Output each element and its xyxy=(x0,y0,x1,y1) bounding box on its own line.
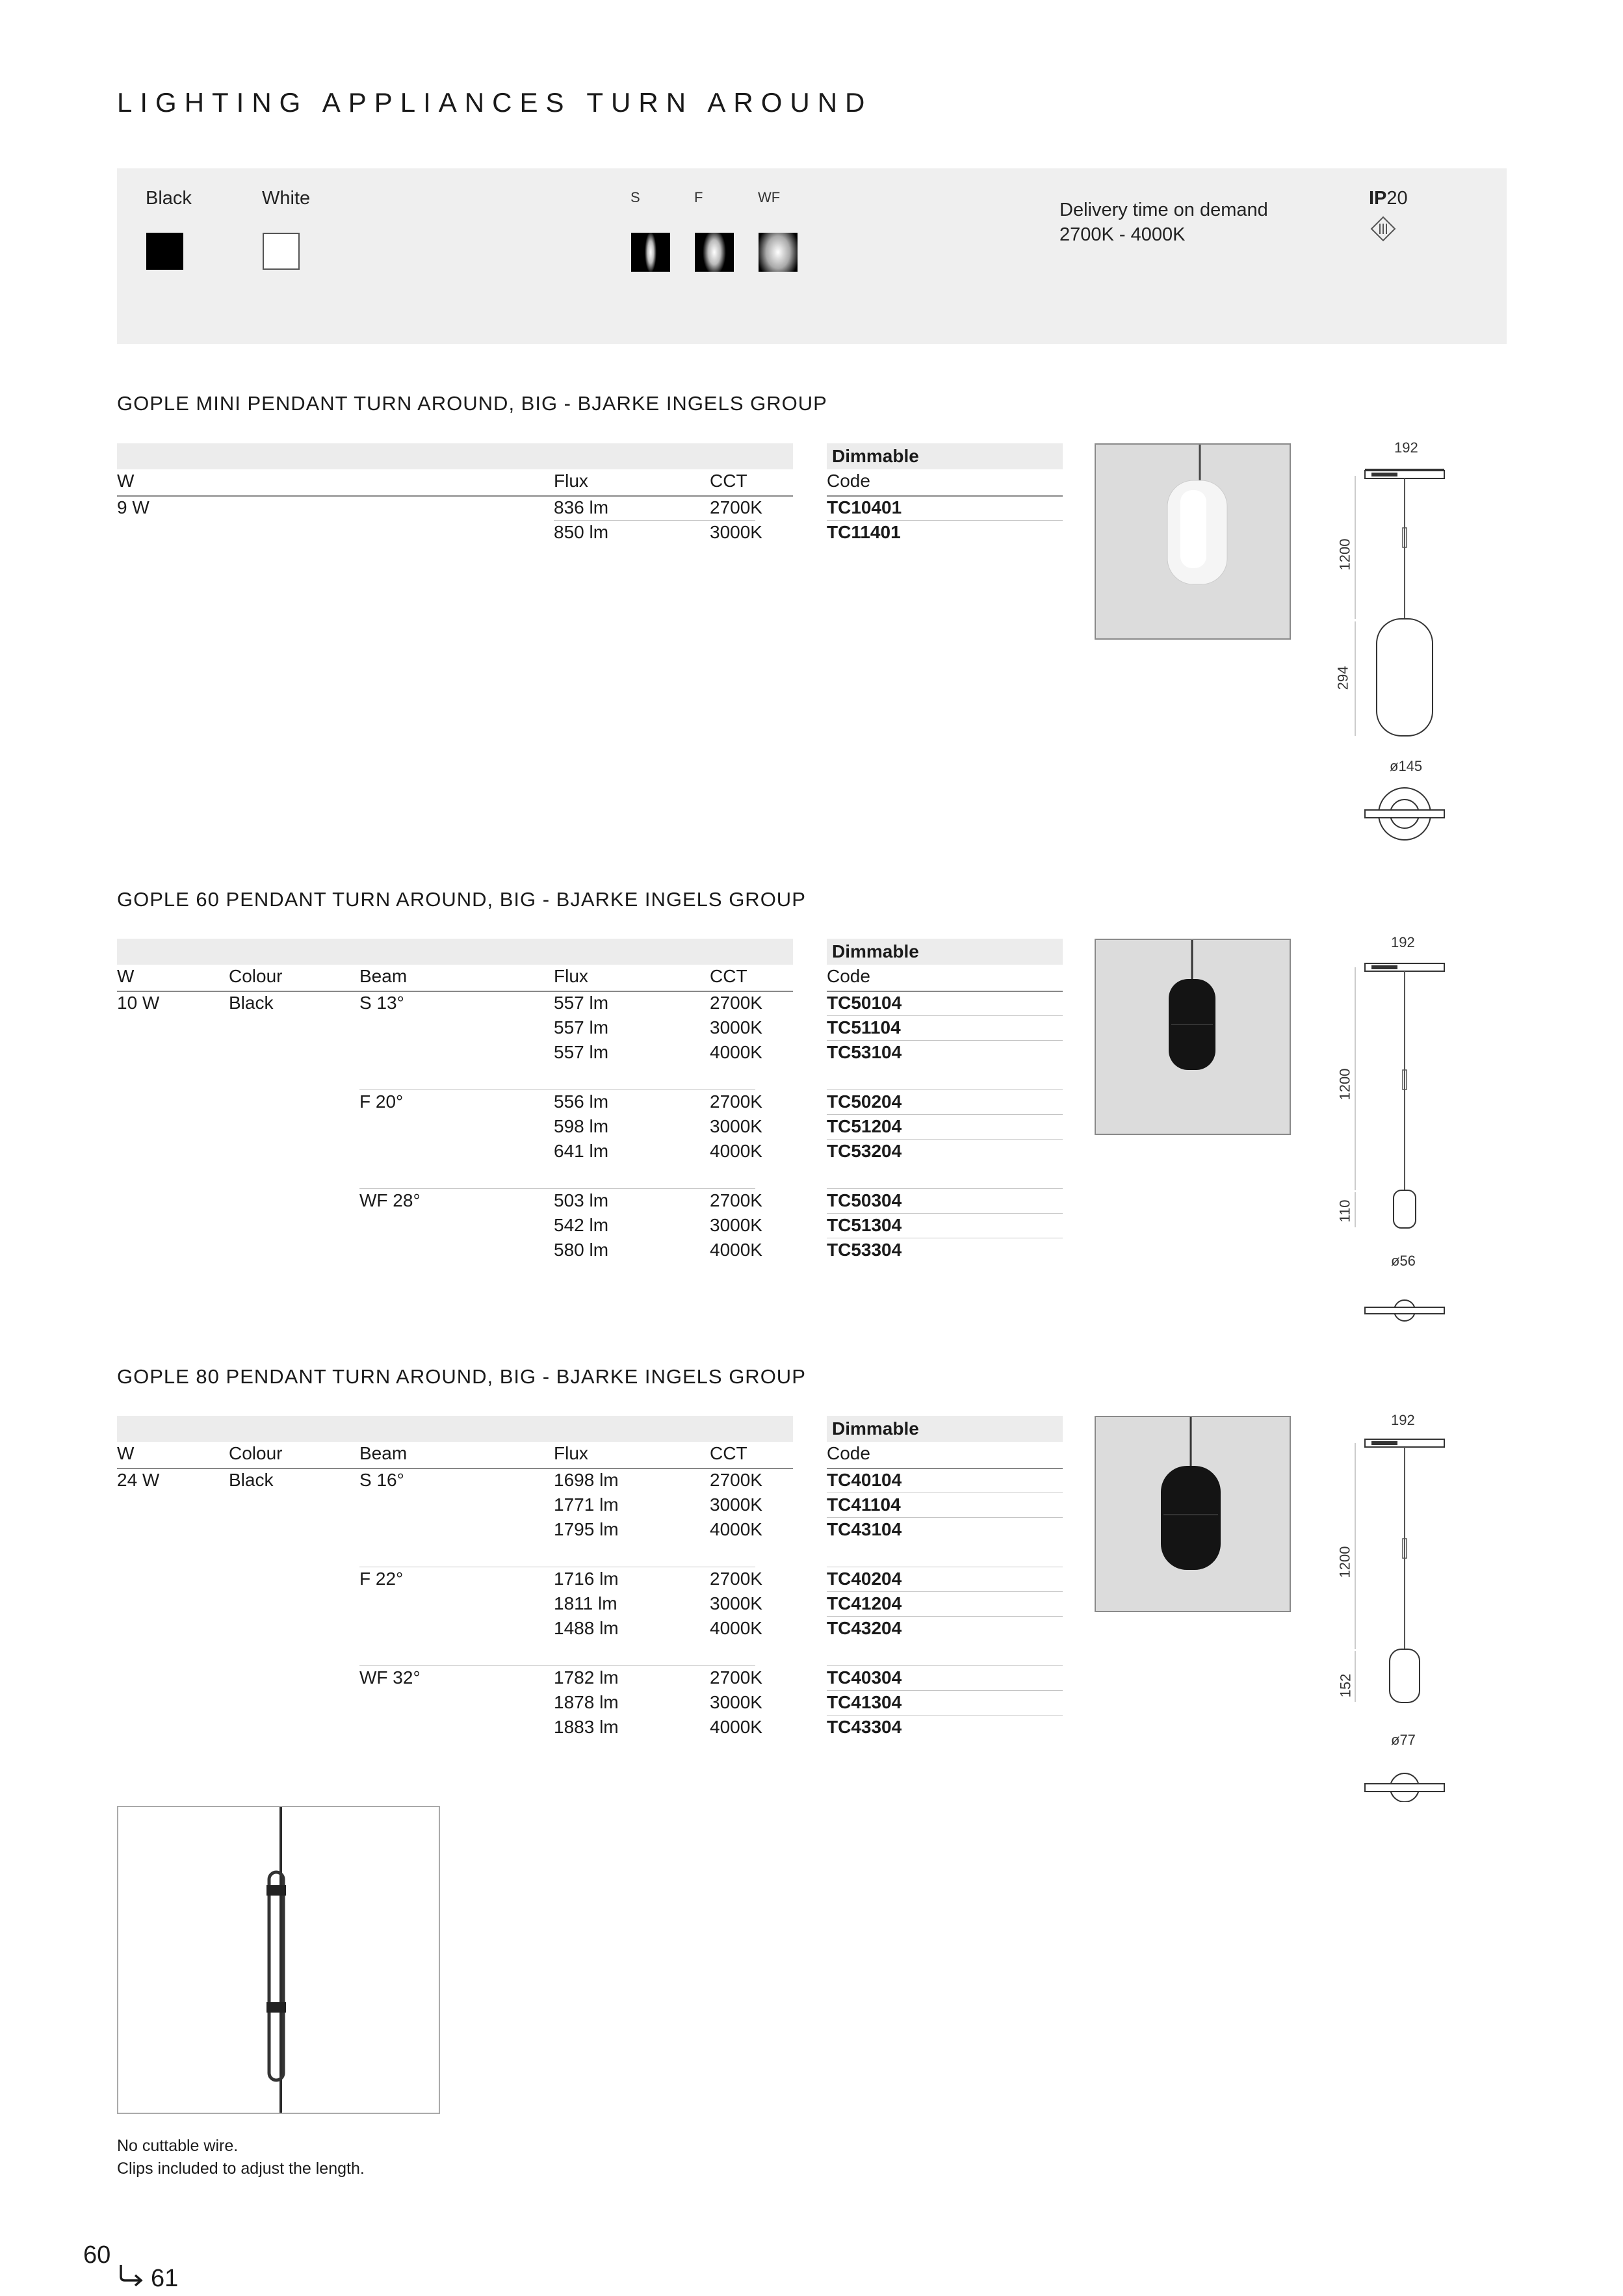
ip-rating: IP20 xyxy=(1369,188,1408,209)
product-photo-gople-mini xyxy=(1095,443,1291,640)
cell-flux: 557 lm xyxy=(554,1042,609,1062)
beam-s-icon xyxy=(631,233,670,272)
dim-length: 1200 xyxy=(1336,1068,1353,1101)
dimmable-header: Dimmable xyxy=(832,446,919,466)
cell-flux: 503 lm xyxy=(554,1190,609,1210)
beam-label-f: F xyxy=(694,189,703,205)
cell-code: TC11401 xyxy=(827,522,901,542)
cell-cct: 2700K xyxy=(710,1667,762,1688)
table-row xyxy=(117,1040,1063,1065)
header-beam: Beam xyxy=(359,1443,408,1463)
header-w: W xyxy=(117,1443,135,1463)
table-header-row xyxy=(117,964,1063,989)
header-flux: Flux xyxy=(554,471,588,491)
cell-flux: 580 lm xyxy=(554,1240,609,1260)
header-cct: CCT xyxy=(710,1443,747,1463)
cell-cct: 2700K xyxy=(710,1091,762,1112)
note-line-2: Clips included to adjust the length. xyxy=(117,2159,365,2178)
cell-flux: 1878 lm xyxy=(554,1692,619,1712)
cell-code: TC41204 xyxy=(827,1593,902,1613)
cell-w: 24 W xyxy=(117,1470,160,1490)
table-row xyxy=(117,1591,1063,1616)
page-number-right[interactable]: 61 xyxy=(151,2265,179,2292)
cell-flux: 836 lm xyxy=(554,497,609,517)
header-flux: Flux xyxy=(554,966,588,986)
cell-w: 10 W xyxy=(117,993,160,1013)
cell-cct: 3000K xyxy=(710,1593,762,1613)
cell-cct: 3000K xyxy=(710,1692,762,1712)
header-colour: Colour xyxy=(229,1443,283,1463)
header-w: W xyxy=(117,471,135,491)
dim-top: 192 xyxy=(1391,1412,1415,1428)
cell-flux: 641 lm xyxy=(554,1141,609,1161)
cell-cct: 2700K xyxy=(710,497,762,517)
cell-colour: Black xyxy=(229,993,274,1013)
cell-flux: 1883 lm xyxy=(554,1717,619,1737)
section-title-gople-mini: GOPLE MINI PENDANT TURN AROUND, BIG - BJARKE INGELS GROUP xyxy=(117,392,827,415)
cell-code: TC51304 xyxy=(827,1215,902,1235)
cell-flux: 1698 lm xyxy=(554,1470,619,1490)
cell-code: TC41304 xyxy=(827,1692,902,1712)
table-row xyxy=(117,520,1063,545)
cell-cct: 4000K xyxy=(710,1717,762,1737)
cell-code: TC53104 xyxy=(827,1042,902,1062)
cell-flux: 1795 lm xyxy=(554,1519,619,1539)
table-header-band xyxy=(117,939,793,965)
header-colour: Colour xyxy=(229,966,283,986)
cell-beam: F 20° xyxy=(359,1091,404,1112)
table-header-row xyxy=(117,1441,1063,1466)
dimmable-header: Dimmable xyxy=(832,941,919,961)
cell-flux: 850 lm xyxy=(554,522,609,542)
dim-length: 1200 xyxy=(1336,1546,1353,1578)
cell-cct: 3000K xyxy=(710,1017,762,1037)
cell-code: TC40104 xyxy=(827,1470,902,1490)
table-row xyxy=(117,1567,1063,1591)
dim-height: 294 xyxy=(1334,666,1351,690)
header-beam: Beam xyxy=(359,966,408,986)
table-row xyxy=(117,1493,1063,1517)
colour-label-white: White xyxy=(262,188,311,209)
table-row xyxy=(117,1616,1063,1641)
cell-code: TC10401 xyxy=(827,497,902,517)
cell-cct: 2700K xyxy=(710,993,762,1013)
cell-flux: 1811 lm xyxy=(554,1593,617,1613)
cell-code: TC40204 xyxy=(827,1569,902,1589)
wire-clip-photo xyxy=(117,1806,440,2114)
cell-beam: S 13° xyxy=(359,993,404,1013)
cell-beam: WF 32° xyxy=(359,1667,421,1688)
header-w: W xyxy=(117,966,135,986)
beam-label-s: S xyxy=(630,189,640,205)
cell-flux: 1771 lm xyxy=(554,1494,619,1515)
table-row xyxy=(117,1139,1063,1164)
cell-code: TC50204 xyxy=(827,1091,902,1112)
cell-cct: 2700K xyxy=(710,1190,762,1210)
table-row xyxy=(117,1015,1063,1040)
table-header-band xyxy=(117,443,793,469)
header-cct: CCT xyxy=(710,471,747,491)
colour-swatch-white xyxy=(263,233,300,270)
dim-height: 110 xyxy=(1336,1199,1353,1223)
cell-beam: WF 28° xyxy=(359,1190,421,1210)
product-photo-gople-60 xyxy=(1095,939,1291,1135)
cell-beam: F 22° xyxy=(359,1569,404,1589)
cell-code: TC43204 xyxy=(827,1618,902,1638)
cell-flux: 542 lm xyxy=(554,1215,609,1235)
options-banner xyxy=(117,168,1507,344)
cell-cct: 4000K xyxy=(710,1240,762,1260)
cell-flux: 1782 lm xyxy=(554,1667,619,1688)
header-code: Code xyxy=(827,1443,870,1463)
table-row xyxy=(117,1213,1063,1238)
cell-cct: 4000K xyxy=(710,1519,762,1539)
cell-cct: 4000K xyxy=(710,1141,762,1161)
section-title-gople-60: GOPLE 60 PENDANT TURN AROUND, BIG - BJARKE INGELS GROUP xyxy=(117,888,806,911)
header-flux: Flux xyxy=(554,1443,588,1463)
colour-swatch-black xyxy=(146,233,183,270)
delivery-text-1: Delivery time on demand xyxy=(1059,200,1268,220)
dim-height: 152 xyxy=(1337,1673,1354,1698)
dim-diameter: ø77 xyxy=(1391,1732,1416,1748)
cell-flux: 1488 lm xyxy=(554,1618,619,1638)
cell-code: TC50104 xyxy=(827,993,902,1013)
dim-diameter: ø145 xyxy=(1390,758,1423,774)
cell-code: TC53204 xyxy=(827,1141,902,1161)
cell-cct: 2700K xyxy=(710,1470,762,1490)
cell-code: TC40304 xyxy=(827,1667,902,1688)
header-code: Code xyxy=(827,471,870,491)
header-code: Code xyxy=(827,966,870,986)
cell-code: TC51104 xyxy=(827,1017,901,1037)
beam-wf-icon xyxy=(759,233,798,272)
cell-flux: 557 lm xyxy=(554,993,609,1013)
cell-w: 9 W xyxy=(117,497,149,517)
note-line-1: No cuttable wire. xyxy=(117,2137,239,2155)
table-header-band xyxy=(117,1416,793,1442)
cell-flux: 557 lm xyxy=(554,1017,609,1037)
cell-flux: 598 lm xyxy=(554,1116,609,1136)
table-row xyxy=(117,1517,1063,1542)
table-row xyxy=(117,1468,1063,1493)
dimmable-header: Dimmable xyxy=(832,1418,919,1439)
cell-code: TC41104 xyxy=(827,1494,901,1515)
cell-cct: 3000K xyxy=(710,522,762,542)
cell-code: TC53304 xyxy=(827,1240,902,1260)
technical-drawing-gople-mini xyxy=(1326,437,1469,853)
table-row xyxy=(117,1715,1063,1740)
table-row xyxy=(117,1114,1063,1139)
table-header-row xyxy=(117,469,1063,493)
page-number-left: 60 xyxy=(83,2241,111,2269)
class-iii-icon xyxy=(1370,216,1396,242)
product-photo-gople-80 xyxy=(1095,1416,1291,1612)
table-row xyxy=(117,1089,1063,1114)
cell-flux: 1716 lm xyxy=(554,1569,619,1589)
dim-top: 192 xyxy=(1394,439,1418,456)
cell-flux: 556 lm xyxy=(554,1091,609,1112)
dim-length: 1200 xyxy=(1336,538,1353,571)
cell-cct: 3000K xyxy=(710,1215,762,1235)
cell-code: TC51204 xyxy=(827,1116,902,1136)
delivery-text-2: 2700K - 4000K xyxy=(1059,224,1186,245)
cell-code: TC43104 xyxy=(827,1519,902,1539)
cell-beam: S 16° xyxy=(359,1470,404,1490)
cell-cct: 3000K xyxy=(710,1494,762,1515)
cell-code: TC43304 xyxy=(827,1717,902,1737)
table-row xyxy=(117,1690,1063,1715)
beam-label-wf: WF xyxy=(758,189,781,205)
header-cct: CCT xyxy=(710,966,747,986)
cell-cct: 4000K xyxy=(710,1042,762,1062)
table-row xyxy=(117,991,1063,1015)
cell-cct: 3000K xyxy=(710,1116,762,1136)
cell-cct: 2700K xyxy=(710,1569,762,1589)
table-row xyxy=(117,1238,1063,1262)
return-arrow-icon[interactable] xyxy=(117,2262,146,2288)
table-row xyxy=(117,1188,1063,1213)
table-row xyxy=(117,1665,1063,1690)
cell-code: TC50304 xyxy=(827,1190,902,1210)
dim-diameter: ø56 xyxy=(1391,1253,1416,1269)
page-title: LIGHTING APPLIANCES TURN AROUND xyxy=(117,87,873,118)
cell-cct: 4000K xyxy=(710,1618,762,1638)
beam-f-icon xyxy=(695,233,734,272)
section-title-gople-80: GOPLE 80 PENDANT TURN AROUND, BIG - BJARKE INGELS GROUP xyxy=(117,1365,806,1388)
cell-colour: Black xyxy=(229,1470,274,1490)
dim-top: 192 xyxy=(1391,934,1415,950)
colour-label-black: Black xyxy=(146,188,192,209)
table-row xyxy=(117,495,1063,520)
